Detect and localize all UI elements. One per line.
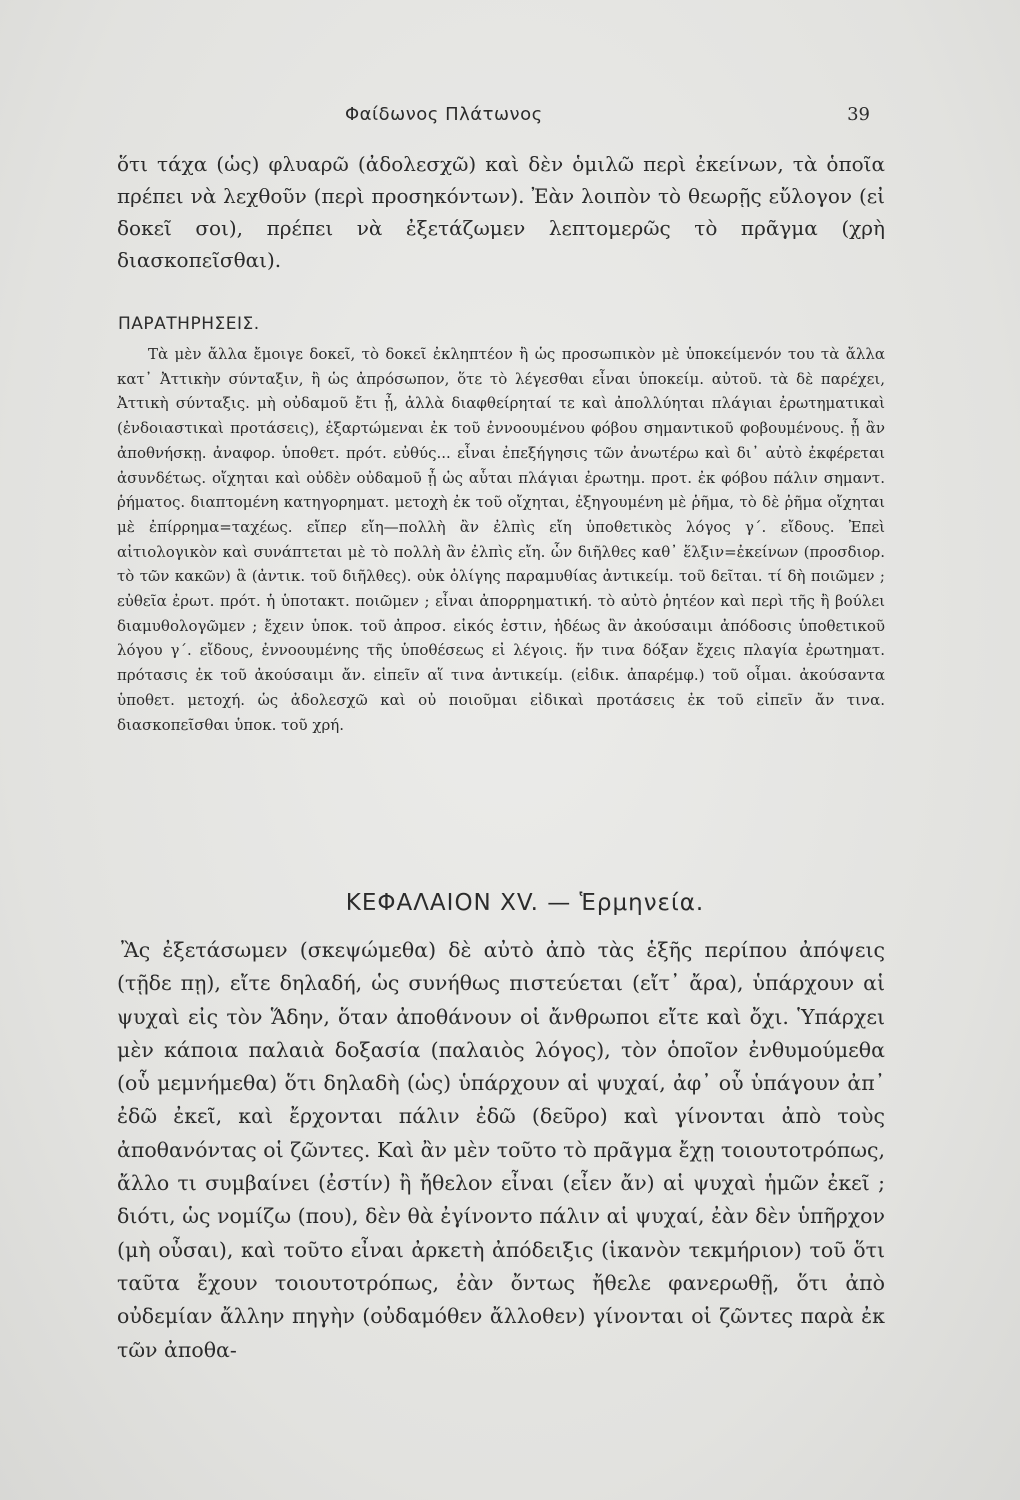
chapter-heading: ΚΕΦΑΛΑΙΟΝ XV. — Ἑρμηνεία. <box>345 890 705 916</box>
running-head <box>0 104 1020 132</box>
notes-paragraph: Τὰ μὲν ἄλλα ἔμοιγε δοκεῖ, τὸ δοκεῖ ἐκληπτέον ἢ ὡς προσωπικὸν μὲ ὑποκείμενόν του τὰ ἄλλα κατ᾽ Ἀττικὴν σύνταξιν, ἢ ὡς ἀπρόσωπον, ὅτε τὸ λέγεσθαι εἶναι ὑποκείμ. αὐτοῦ. τὰ δὲ παρέχει, Ἀττικὴ σύνταξις. μὴ οὐδαμοῦ ἔτι ᾖ, ἀλλὰ διαφθείρηταί τε καὶ ἀπολλύηται πλάγιαι ἐρωτηματικαὶ (ἐνδοιαστικαὶ προτάσεις), ἐξαρτώμεναι ἐκ τοῦ ἐννοουμένου φόβου σημαντικοῦ φοβουμένους. ᾖ ἂν ἀποθνήσκῃ. ἀναφορ. ὑποθετ. πρότ. εὐθύς... εἶναι ἐπεξήγησις τῶν ἀνωτέρω καὶ δι᾽ αὐτὸ ἐκφέρεται ἀσυνδέτως. οἴχηται καὶ οὐδὲν οὐδαμοῦ ᾖ ὡς αὗται πλάγιαι ἐρωτημ. προτ. ἐκ φόβου πάλιν σημαντ. ῥήματος. διαπτομένη κατηγορηματ. μετοχὴ ἐκ τοῦ οἴχηται, ἐξηγουμένη μὲ ῥῆμα, τὸ δὲ ῥῆμα οἴχηται μὲ ἐπίρρημα=ταχέως. εἴπερ εἴη—πολλὴ ἂν ἐλπὶς εἴη ὑποθετικὸς λόγος γ΄. εἴδους. Ἐπεὶ αἰτιολογικὸν καὶ συνάπτεται μὲ τὸ πολλὴ ἂν ἐλπὶς εἴη. ὧν διῆλθες καθ᾽ ἕλξιν=ἐκείνων (προσδιορ. τὸ τῶν κακῶν) ἃ (ἀντικ. τοῦ διῆλθες). οὐκ ὀλίγης παραμυθίας ἀντικείμ. τοῦ δεῖται. τί δὴ ποιῶμεν ; εὐθεῖα ἐρωτ. πρότ. ἡ ὑποτακτ. ποιῶμεν ; εἶναι ἀπορρηματική. τὸ αὐτὸ ῥητέον καὶ περὶ τῆς ἢ βούλει διαμυθολογῶμεν ; ἔχειν ὑποκ. τοῦ ἀπροσ. εἰκός ἐστιν, ἡδέως ἂν ἀκούσαιμι ἀπόδοσις ὑποθετικοῦ λόγου γ΄. εἴδους, ἐννοουμένης τῆς ὑποθέσεως εἰ λέγοις. ἥν τινα δόξαν ἔχεις πλαγία ἐρωτηματ. πρότασις ἐκ τοῦ ἀκούσαιμι ἄν. εἰπεῖν αἵ τινα ἀντικείμ. (εἰδικ. ἀπαρέμφ.) τοῦ οἶμαι. ἀκούσαντα ὑποθετ. μετοχή. ὡς ἀδολεσχῶ καὶ οὐ ποιοῦμαι εἰδικαὶ προτάσεις ἐκ τοῦ εἰπεῖν ἄν τινα. διασκοπεῖσθαι ὑποκ. τοῦ χρή. <box>117 345 885 734</box>
page-number: 39 <box>847 104 870 125</box>
body-paragraph: Ἂς ἐξετάσωμεν (σκεψώμεθα) δὲ αὐτὸ ἀπὸ τὰς ἑξῆς περίπου ἀπόψεις (τῇδε πῃ), εἴτε δηλαδή, ὡς συνήθως πιστεύεται (εἴτ᾽ ἄρα), ὑπάρχουν αἱ ψυχαὶ εἰς τὸν Ἅδην, ὅταν ἀποθάνουν οἱ ἄνθρωποι εἴτε καὶ ὄχι. Ὑπάρχει μὲν κάποια παλαιὰ δοξασία (παλαιὸς λόγος), τὸν ὁποῖον ἐνθυμούμεθα (οὗ μεμνήμεθα) ὅτι δηλαδὴ (ὡς) ὑπάρχουν αἱ ψυχαί, ἀφ᾽ οὗ ὑπάγουν ἀπ᾽ ἐδῶ ἐκεῖ, καὶ ἔρχονται πάλιν ἐδῶ (δεῦρο) καὶ γίνονται ἀπὸ τοὺς ἀποθανόντας οἱ ζῶντες. Καὶ ἂν μὲν τοῦτο τὸ πρᾶγμα ἔχῃ τοιουτοτρόπως, ἄλλο τι συμβαίνει (ἐστίν) ἢ ἤθελον εἶναι (εἶεν ἄν) αἱ ψυχαὶ ἡμῶν ἐκεῖ ; διότι, ὡς νομίζω (που), δὲν θὰ ἐγίνοντο πάλιν αἱ ψυχαί, ἐὰν δὲν ὑπῆρχον (μὴ οὖσαι), καὶ τοῦτο εἶναι ἀρκετὴ ἀπόδειξις (ἱκανὸν τεκμήριον) τοῦ ὅτι ταῦτα ἔχουν τοιουτοτρόπως, ἐὰν ὄντως ἤθελε φανερωθῇ, ὅτι ἀπὸ οὐδεμίαν ἄλλην πηγὴν (οὐδαμόθεν ἄλλοθεν) γίνονται οἱ ζῶντες παρὰ ἐκ τῶν ἀποθα- <box>117 938 885 1362</box>
notes-label: ΠΑΡΑΤΗΡΗΣΕΙΣ. <box>118 314 260 334</box>
intro-paragraph: ὅτι τάχα (ὡς) φλυαρῶ (ἀδολεσχῶ) καὶ δὲν ὁμιλῶ περὶ ἐκείνων, τὰ ὁποῖα πρέπει νὰ λεχθοῦν (περὶ προσηκόντων). Ἐὰν λοιπὸν τὸ θεωρῇς εὔλογον (εἰ δοκεῖ σοι), πρέπει νὰ ἐξετάζωμεν λεπτομερῶς τὸ πρᾶγμα (χρὴ διασκοπεῖσθαι). <box>117 152 885 272</box>
running-head-title: Φαίδωνος Πλάτωνος <box>345 104 543 125</box>
